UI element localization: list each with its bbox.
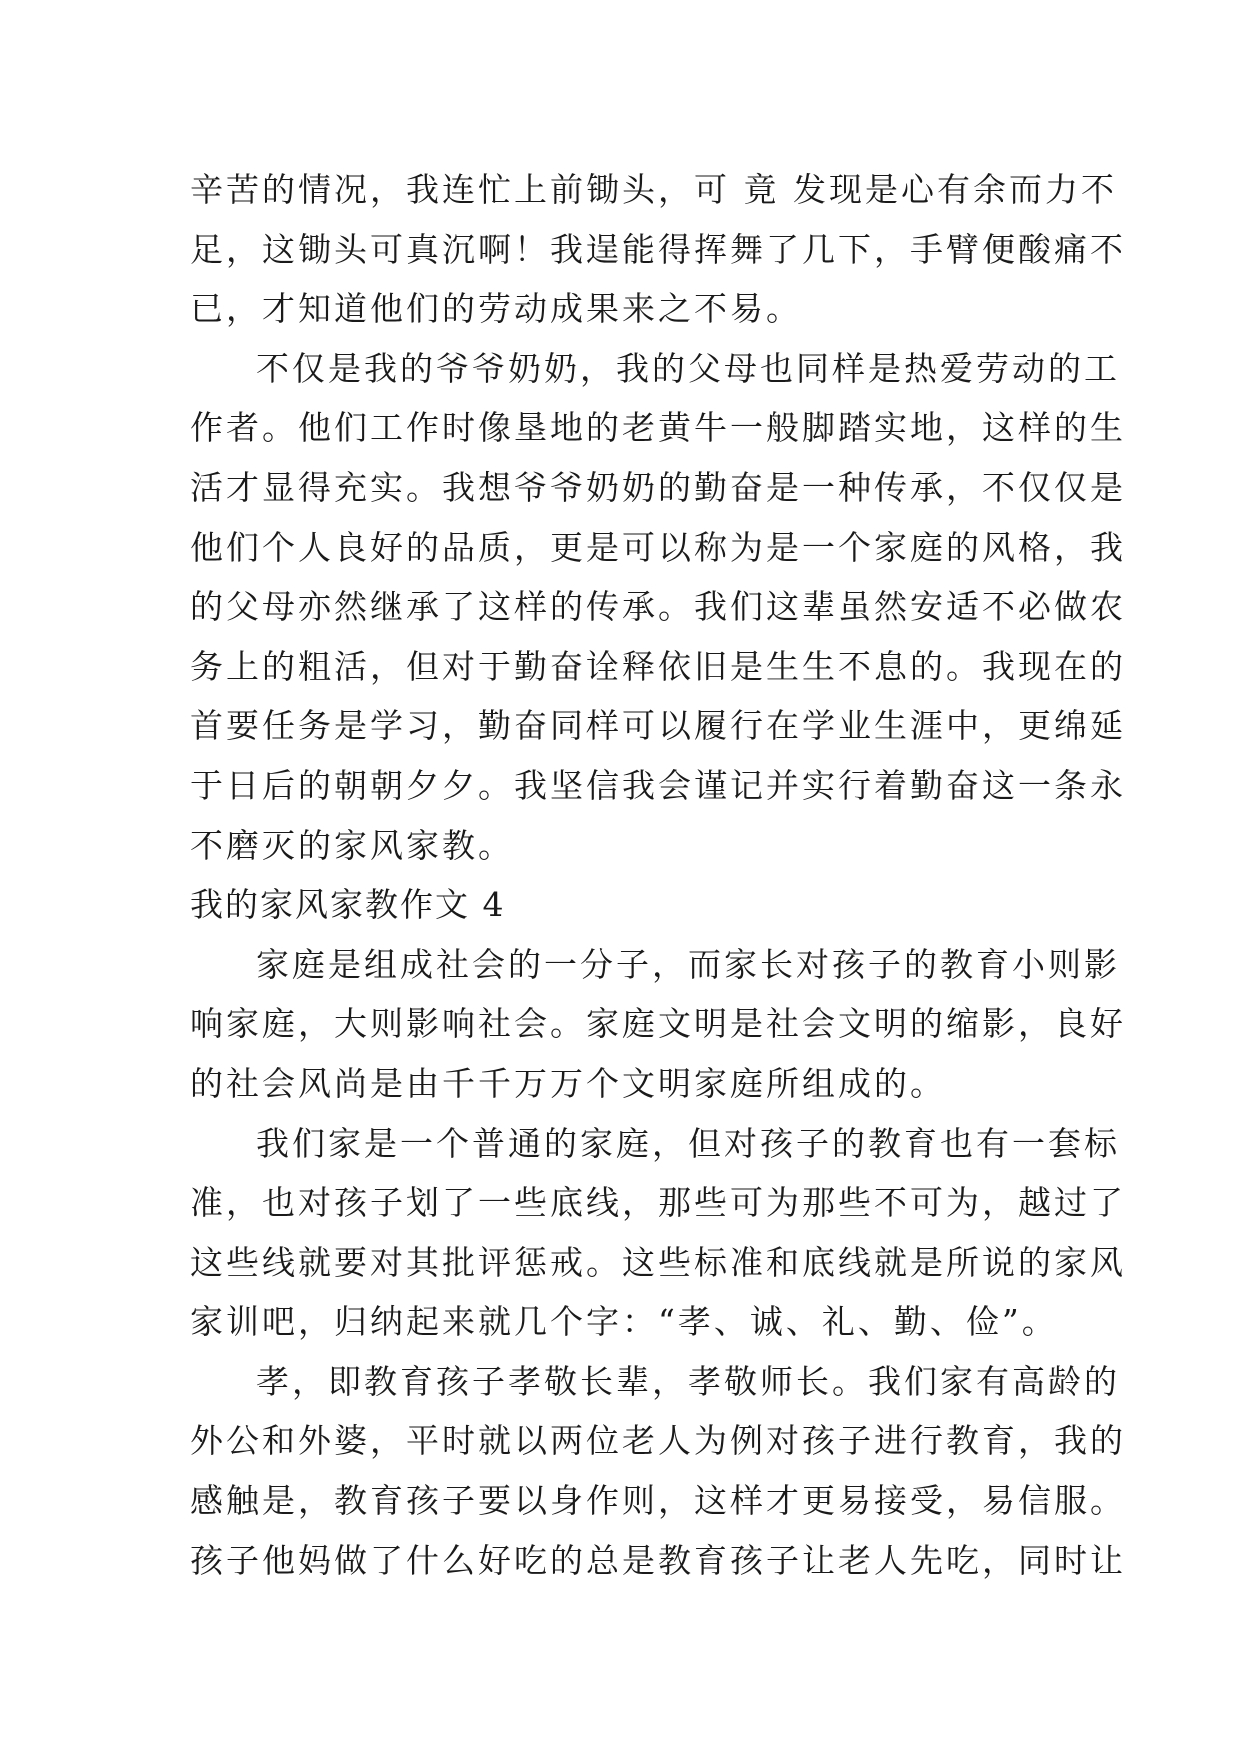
heading-text: 我的家风家教作文 4 — [190, 885, 506, 925]
paragraph — [190, 1114, 1126, 1352]
text-line: 已，才知道他们的劳动成果来之不易。 — [190, 289, 802, 329]
text-line: 孝，即教育孩子孝敬长辈，孝敬师长。我们家有高龄的 — [256, 1361, 1120, 1401]
text-line: 感触是，教育孩子要以身作则，这样才更易接受，易信服。 — [190, 1481, 1126, 1521]
text-line: 足，这锄头可真沉啊！我逞能得挥舞了几下，手臂便酸痛不 — [190, 229, 1126, 269]
text-line: 家训吧，归纳起来就几个字：“孝、诚、礼、勤、俭”。 — [190, 1302, 1058, 1342]
text-line: 家庭是组成社会的一分子，而家长对孩子的教育小则影 — [256, 944, 1120, 984]
paragraph — [190, 160, 1126, 339]
text-line: 不磨灭的家风家教。 — [190, 825, 514, 865]
text-line: 这些线就要对其批评惩戒。这些标准和底线就是所说的家风 — [190, 1242, 1126, 1282]
text-line: 孩子他妈做了什么好吃的总是教育孩子让老人先吃，同时让 — [190, 1540, 1126, 1580]
text-line: 务上的粗活，但对于勤奋诠释依旧是生生不息的。我现在的 — [190, 646, 1126, 686]
text-line: 响家庭，大则影响社会。家庭文明是社会文明的缩影，良好 — [190, 1004, 1126, 1044]
text-line: 准，也对孩子划了一些底线，那些可为那些不可为，越过了 — [190, 1183, 1126, 1223]
text-line: 作者。他们工作时像垦地的老黄牛一般脚踏实地，这样的生 — [190, 408, 1126, 448]
section-heading — [190, 875, 1065, 935]
document-body — [190, 160, 1126, 1590]
text-line: 他们个人良好的品质，更是可以称为是一个家庭的风格，我 — [190, 527, 1126, 567]
text-line: 首要任务是学习，勤奋同样可以履行在学业生涯中，更绵延 — [190, 706, 1126, 746]
text-line: 的社会风尚是由千千万万个文明家庭所组成的。 — [190, 1063, 946, 1103]
text-line: 外公和外婆，平时就以两位老人为例对孩子进行教育，我的 — [190, 1421, 1126, 1461]
paragraph — [190, 1352, 1126, 1590]
text-line: 于日后的朝朝夕夕。我坚信我会谨记并实行着勤奋这一条永 — [190, 765, 1126, 805]
text-line: 我们家是一个普通的家庭，但对孩子的教育也有一套标 — [256, 1123, 1120, 1163]
text-line: 不仅是我的爷爷奶奶，我的父母也同样是热爱劳动的工 — [256, 348, 1120, 388]
text-line: 辛苦的情况，我连忙上前锄头，可 竟 发现是心有余而力不 — [190, 170, 1117, 209]
text-line: 活才显得充实。我想爷爷奶奶的勤奋是一种传承，不仅仅是 — [190, 467, 1126, 507]
paragraph — [190, 935, 1126, 1114]
paragraph — [190, 339, 1126, 875]
text-line: 的父母亦然继承了这样的传承。我们这辈虽然安适不必做农 — [190, 587, 1126, 627]
